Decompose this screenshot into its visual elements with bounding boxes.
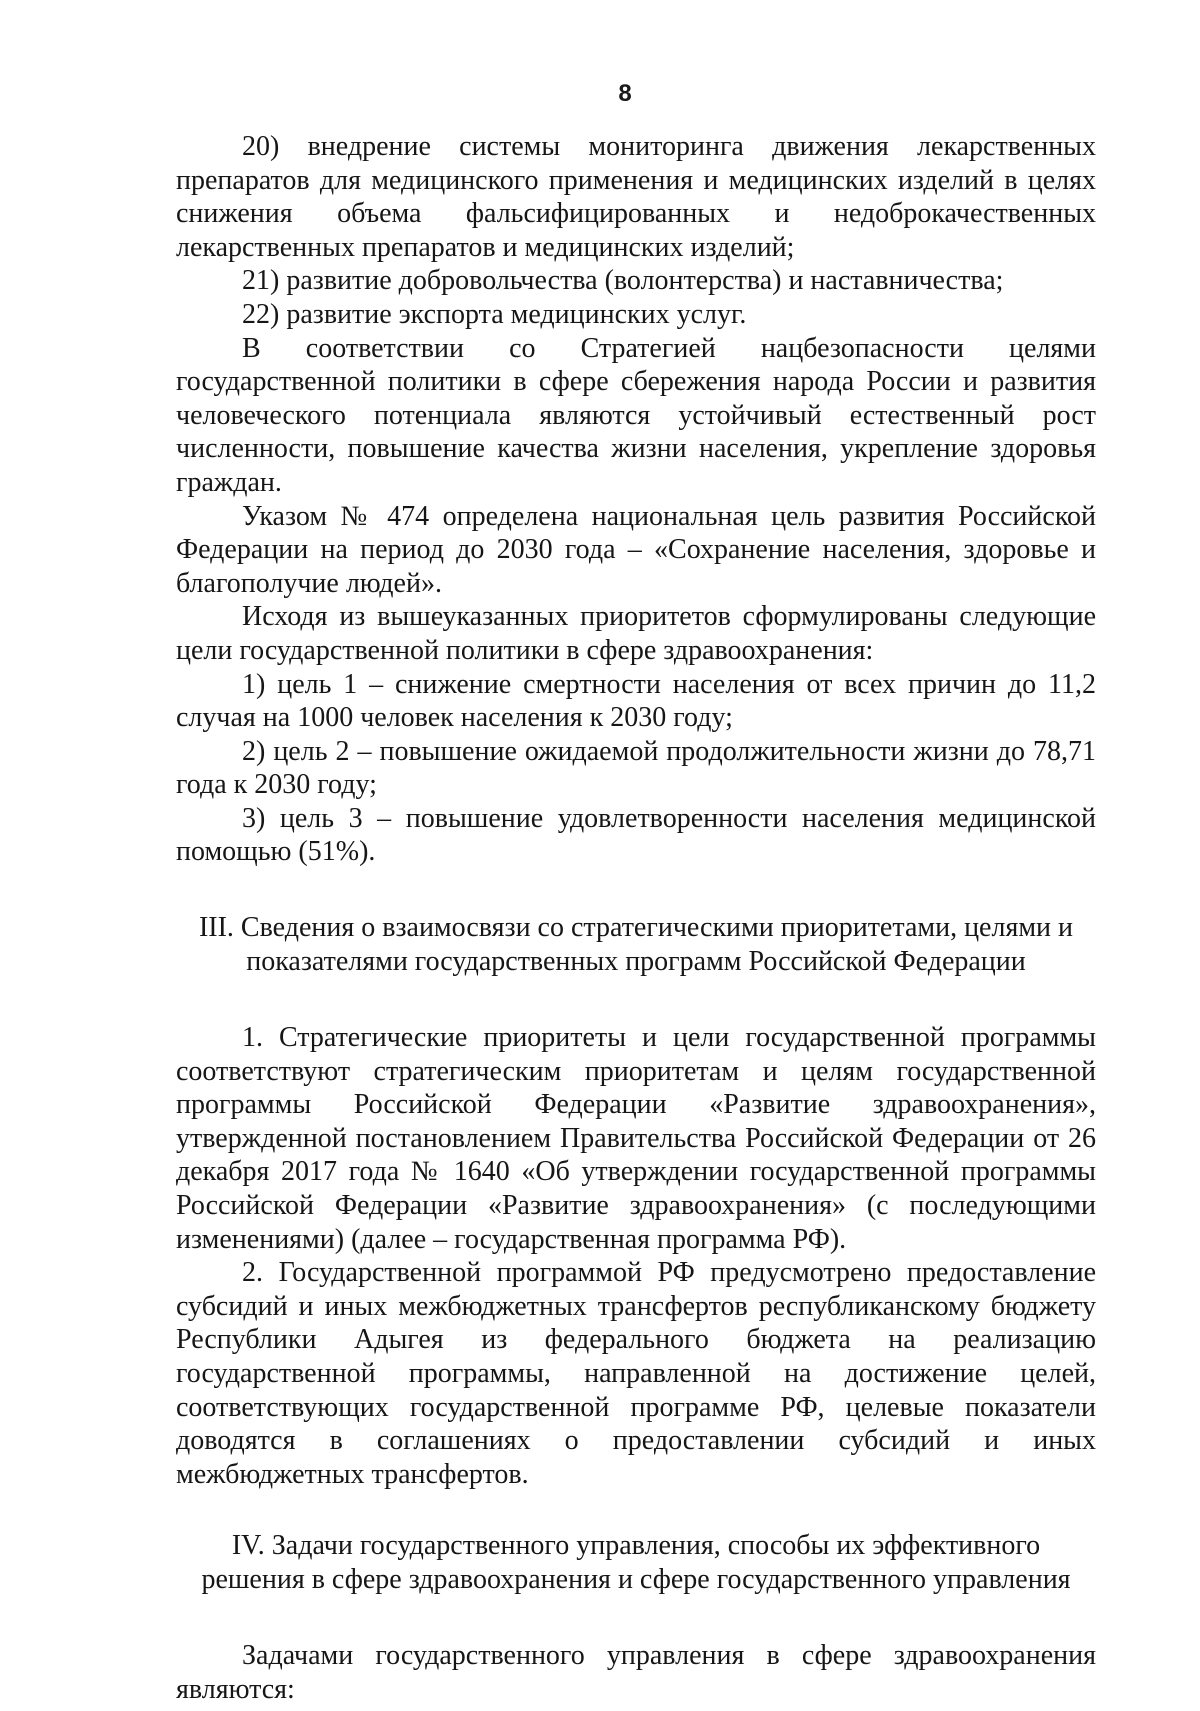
section-4-heading-line-1: IV. Задачи государственного управления, способы их эффективного [231, 1530, 1041, 1562]
section-4-paragraph-1: Задачами государственного управления в сфере здравоохранения являются: [176, 1640, 1096, 1705]
paragraph-item-20: 20) внедрение системы мониторинга движения лекарственных препаратов для медицинского применения и медицинских изделий в целях снижения объема фальсифицированных и недоброкачественных лекарственных препаратов и медицинских изделий; [176, 131, 1096, 263]
paragraph-decree-474: Указом № 474 определена национальная цель развития Российской Федерации на период до 2030 года – «Сохранение населения, здоровье и благополучие людей». [176, 500, 1096, 599]
paragraph-item-21: 21) развитие добровольчества (волонтерства) и наставничества; [242, 265, 1004, 297]
document-body [176, 130, 1096, 1707]
paragraph-item-22: 22) развитие экспорта медицинских услуг. [242, 298, 747, 330]
paragraph-strategy-goals: В соответствии со Стратегией нацбезопасности целями государственной политики в сфере сбережения народа России и развития человеческого потенциала являются устойчивый естественный рост численности, повышение качества жизни населения, укрепление здоровья граждан. [176, 332, 1096, 498]
section-3-heading-line-2: показателями государственных программ Российской Федерации [246, 946, 1026, 978]
paragraph-goal-3: 3) цель 3 – повышение удовлетворенности населения медицинской помощью (51%). [176, 802, 1096, 868]
section-4-heading [176, 1529, 1096, 1597]
section-3-heading-line-1: III. Сведения о взаимосвязи со стратегическими приоритетами, целями и [198, 912, 1074, 944]
paragraph-goal-2: 2) цель 2 – повышение ожидаемой продолжительности жизни до 78,71 года к 2030 году; [176, 735, 1096, 801]
paragraph-goal-1: 1) цель 1 – снижение смертности населения от всех причин до 11,2 случая на 1000 человек населения к 2030 году; [176, 668, 1096, 734]
section-3-paragraph-2: 2. Государственной программой РФ предусмотрено предоставление субсидий и иных межбюджетных трансфертов республиканскому бюджету Республики Адыгея из федерального бюджета на реализацию государственной программы, направленной на достижение целей, соответствующих государственной программе РФ, целевые показатели доводятся в соглашениях о предоставлении субсидий и иных межбюджетных трансфертов. [176, 1257, 1096, 1490]
page-number: 8 [618, 80, 632, 107]
section-3-heading [176, 911, 1096, 979]
section-3-paragraph-1: 1. Стратегические приоритеты и цели государственной программы соответствуют стратегическим приоритетам и целям государственной программы Российской Федерации «Развитие здравоохранения», утвержденной постановлением Правительства Российской Федерации от 26 декабря 2017 года № 1640 «Об утверждении государственной программы Российской Федерации «Развитие здравоохранения» (с последующими изменениями) (далее – государственная программа РФ). [176, 1022, 1096, 1255]
section-3-body [176, 1021, 1096, 1491]
section-4-heading-line-2: решения в сфере здравоохранения и сфере государственного управления [201, 1564, 1071, 1596]
paragraph-policy-goals-intro: Исходя из вышеуказанных приоритетов сформулированы следующие цели государственной политики в сфере здравоохранения: [176, 601, 1096, 666]
section-4-body [176, 1639, 1096, 1706]
